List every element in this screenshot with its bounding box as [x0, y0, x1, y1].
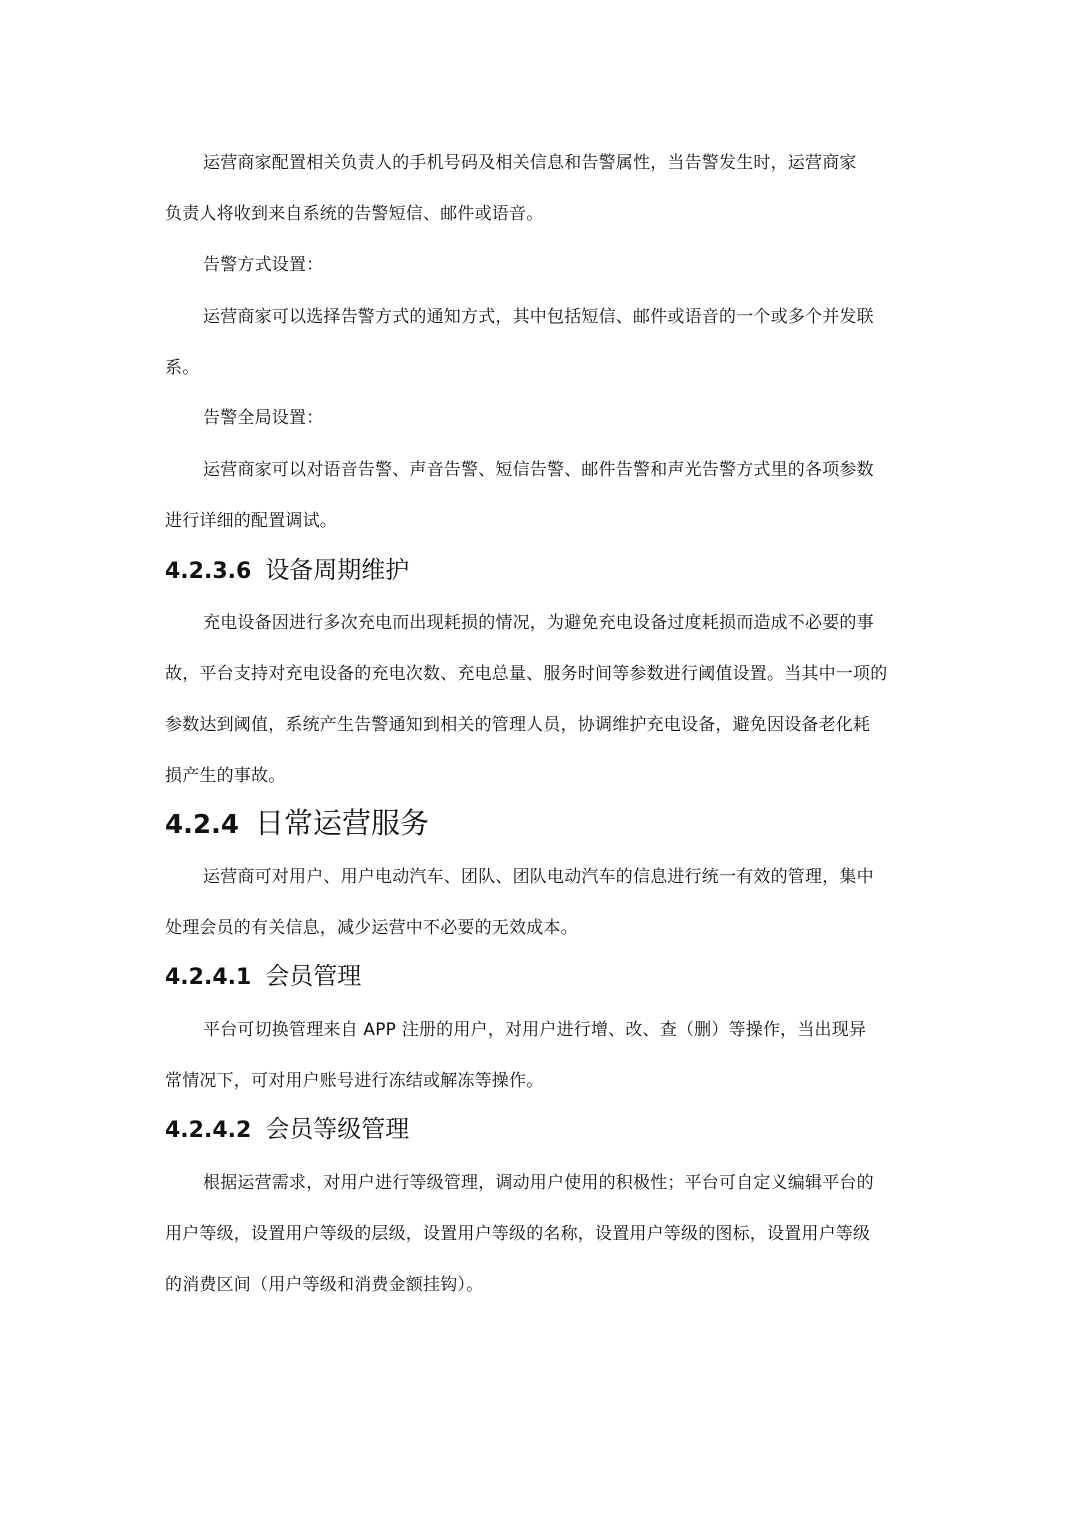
paragraph-line: 负责人将收到来自系统的告警短信、邮件或语音。	[165, 204, 544, 224]
paragraph-line: 常情况下，可对用户账号进行冻结或解冻等操作。	[165, 1071, 544, 1091]
heading-number: 4.2.4.2	[165, 1118, 252, 1143]
paragraph-line: 充电设备因进行多次充电而出现耗损的情况，为避免充电设备过度耗损而造成不必要的事	[203, 613, 874, 633]
section-label-alarm-mode: 告警方式设置：	[203, 255, 324, 275]
paragraph-line: 运营商家可以对语音告警、声音告警、短信告警、邮件告警和声光告警方式里的各项参数	[203, 460, 874, 480]
paragraph-line: 平台可切换管理来自 APP 注册的用户，对用户进行增、改、查（删）等操作，当出现异	[203, 1020, 867, 1040]
paragraph-line: 损产生的事故。	[165, 766, 286, 786]
paragraph-line: 用户等级，设置用户等级的层级，设置用户等级的名称，设置用户等级的图标，设置用户等级	[165, 1224, 871, 1244]
heading-title: 会员等级管理	[265, 1115, 410, 1143]
paragraph-line: 系。	[165, 358, 200, 378]
heading-424	[165, 805, 429, 843]
paragraph-line: 根据运营需求，对用户进行等级管理，调动用户使用的积极性；平台可自定义编辑平台的	[203, 1173, 874, 1193]
heading-number: 4.2.4.1	[165, 965, 252, 990]
paragraph-line: 运营商可对用户、用户电动汽车、团队、团队电动汽车的信息进行统一有效的管理，集中	[203, 867, 874, 887]
heading-title: 设备周期维护	[265, 556, 410, 584]
heading-4241	[165, 961, 361, 993]
heading-title: 会员管理	[265, 962, 362, 990]
section-label-alarm-global: 告警全局设置：	[203, 408, 324, 428]
paragraph-line: 参数达到阈值，系统产生告警通知到相关的管理人员，协调维护充电设备，避免因设备老化耗	[165, 715, 871, 735]
heading-number: 4.2.4	[165, 810, 240, 840]
heading-4242	[165, 1114, 409, 1146]
heading-title: 日常运营服务	[255, 806, 430, 840]
paragraph-line: 运营商家可以选择告警方式的通知方式，其中包括短信、邮件或语音的一个或多个并发联	[203, 307, 874, 327]
paragraph-line: 的消费区间（用户等级和消费金额挂钩）。	[165, 1275, 484, 1295]
paragraph-line: 故，平台支持对充电设备的充电次数、充电总量、服务时间等参数进行阈值设置。当其中一项的	[165, 664, 888, 684]
paragraph-line: 运营商家配置相关负责人的手机号码及相关信息和告警属性，当告警发生时，运营商家	[203, 153, 857, 173]
heading-4236	[165, 555, 409, 587]
heading-number: 4.2.3.6	[165, 559, 252, 584]
paragraph-line: 处理会员的有关信息，减少运营中不必要的无效成本。	[165, 918, 578, 938]
paragraph-line: 进行详细的配置调试。	[165, 511, 337, 531]
